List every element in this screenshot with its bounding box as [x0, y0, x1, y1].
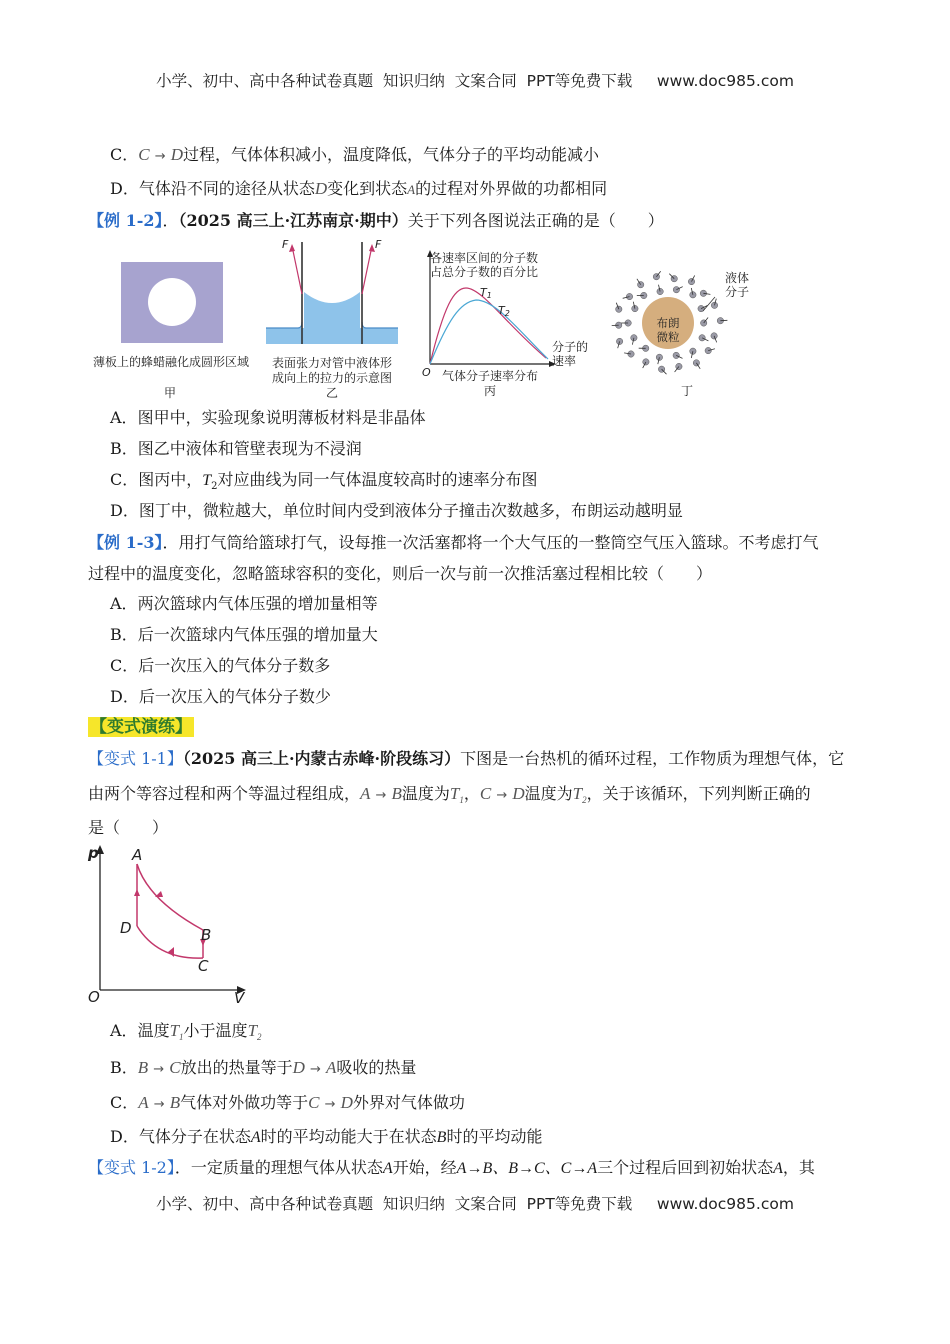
liquid-molecule	[656, 354, 662, 360]
variant-practice-banner: 【变式演练】	[90, 717, 192, 737]
pv-cycle-graph	[86, 840, 256, 1005]
isotherm-ab	[137, 864, 203, 930]
chart-ylabel-1: 各速率区间的分子数	[430, 251, 539, 265]
liquid-molecule	[638, 282, 644, 288]
pv-v-label: V	[234, 989, 245, 1005]
left-meniscus	[266, 322, 302, 328]
force-label-right: F	[375, 238, 382, 251]
v11-option-d[interactable]: D．气体分子在状态A时的平均动能大于在状态B时的平均动能	[110, 1127, 543, 1146]
example-1-3-stem-1: 【例 1-3】．用打气筒给篮球打气，设每推一次活塞都将一个大气压的一整筒空气压入篮球。不考虑打气	[88, 533, 819, 552]
force-label-left: F	[282, 238, 289, 251]
variant-1-1-stem-2: 由两个等容过程和两个等温过程组成，A → B温度为$T_1$，C → D温度为$T_2$，关于该循环，下列判断正确的	[88, 784, 811, 806]
page-footer: 小学、初中、高中各种试卷真题 知识归纳 文案合同 PPT等免费下载 www.doc985.com	[156, 1195, 794, 1213]
prev-option-d: D．气体沿不同的途径从状态D变化到状态A的过程对外界做的功都相同	[110, 179, 608, 198]
liquid-in-tube	[304, 292, 360, 344]
molecule-label-1: 液体	[725, 271, 750, 285]
variant-1-1-stem-3: 是（ ）	[88, 818, 169, 837]
fig-yi-caption-1: 表面张力对管中液体形	[271, 356, 392, 370]
force-arrow-left	[292, 246, 302, 294]
prev-option-c: C．C → D过程，气体体积减小，温度降低，气体分子的平均动能减小	[110, 145, 599, 164]
ex13-option-c[interactable]: C．后一次压入的气体分子数多	[110, 656, 331, 675]
state-d-label: D	[120, 919, 132, 937]
curve-t2	[430, 300, 548, 364]
ex12-option-c[interactable]: C．图丙中，$T_2$对应曲线为同一气体温度较高时的速率分布图	[110, 470, 538, 493]
ex12-option-a[interactable]: A．图甲中，实验现象说明薄板材料是非晶体	[110, 408, 426, 427]
capillary-figure	[262, 232, 402, 350]
particle-label-2: 微粒	[656, 330, 680, 344]
chart-ylabel-2: 占总分子数的百分比	[430, 265, 539, 279]
liquid-molecule	[626, 293, 632, 299]
liquid-molecule	[631, 335, 637, 341]
fig-yi-label: 乙	[325, 386, 338, 400]
variant-1-2-stem: 【变式 1-2】．一定质量的理想气体从状态A开始，经A→B、B→C、C→A三个过程后回到初始状态A，其	[88, 1158, 815, 1177]
molecule-label-2: 分子	[725, 285, 750, 299]
v11-option-b[interactable]: B．B → C放出的热量等于D → A吸收的热量	[110, 1058, 417, 1077]
v11-option-c[interactable]: C．A → B气体对外做功等于C → D外界对气体做功	[110, 1093, 465, 1112]
fig-yi-caption-2: 成向上的拉力的示意图	[271, 371, 392, 385]
arrow-cd	[168, 947, 174, 957]
fig-jia-caption: 薄板上的蜂蜡融化成圆形区域	[92, 355, 249, 369]
force-arrow-right	[362, 246, 372, 294]
liquid-molecule	[699, 335, 705, 341]
force-arrowhead-left	[289, 244, 295, 252]
liquid-molecule	[616, 306, 622, 312]
chart-caption: 气体分子速率分布	[441, 369, 538, 383]
pv-origin: O	[88, 988, 100, 1005]
right-meniscus	[362, 322, 398, 328]
t2-label: T2	[498, 304, 510, 318]
example-1-3-stem-2: 过程中的温度变化，忽略篮球容积的变化，则后一次与前一次推活塞过程相比较（ ）	[88, 564, 713, 583]
chart-xlabel-1: 分子的	[552, 340, 589, 354]
chart-origin: O	[422, 366, 431, 379]
ex13-option-b[interactable]: B．后一次篮球内气体压强的增加量大	[110, 625, 378, 644]
ex12-option-d[interactable]: D．图丁中，微粒越大，单位时间内受到液体分子撞击次数越多，布朗运动越明显	[110, 501, 683, 520]
arrow-ab	[155, 891, 163, 897]
ex13-option-a[interactable]: A．两次篮球内气体压强的增加量相等	[110, 594, 378, 613]
ex13-option-d[interactable]: D．后一次压入的气体分子数少	[110, 687, 331, 706]
particle-label-1: 布朗	[656, 316, 680, 330]
fig-bing-label: 丙	[483, 384, 496, 398]
fig-ding-label: 丁	[680, 384, 693, 398]
state-a-label: A	[132, 846, 143, 864]
v11-option-a[interactable]: A．温度$T_1$小于温度$T_2$	[110, 1021, 262, 1043]
fig-jia-label: 甲	[163, 386, 176, 400]
pv-p-label: p	[88, 844, 99, 862]
ex12-option-b[interactable]: B．图乙中液体和管壁表现为不浸润	[110, 439, 362, 458]
chart-xlabel-2: 速率	[552, 354, 577, 368]
arrow-da	[134, 889, 140, 896]
example-1-2-stem: 【例 1-2】．（2025 高三上·江苏南京·期中）关于下列各图说法正确的是（ ）	[88, 211, 664, 230]
state-b-label: B	[201, 926, 212, 944]
state-c-label: C	[198, 957, 209, 975]
melted-wax-circle	[148, 278, 196, 326]
t1-label: T1	[480, 286, 492, 300]
variant-1-1-stem-1: 【变式 1-1】（2025 高三上·内蒙古赤峰·阶段练习）下图是一台热机的循环过程，工作物质为理想气体，它	[88, 749, 845, 768]
page-header: 小学、初中、高中各种试卷真题 知识归纳 文案合同 PPT等免费下载 www.doc985.com	[156, 72, 794, 90]
wax-plate-figure	[121, 262, 223, 343]
